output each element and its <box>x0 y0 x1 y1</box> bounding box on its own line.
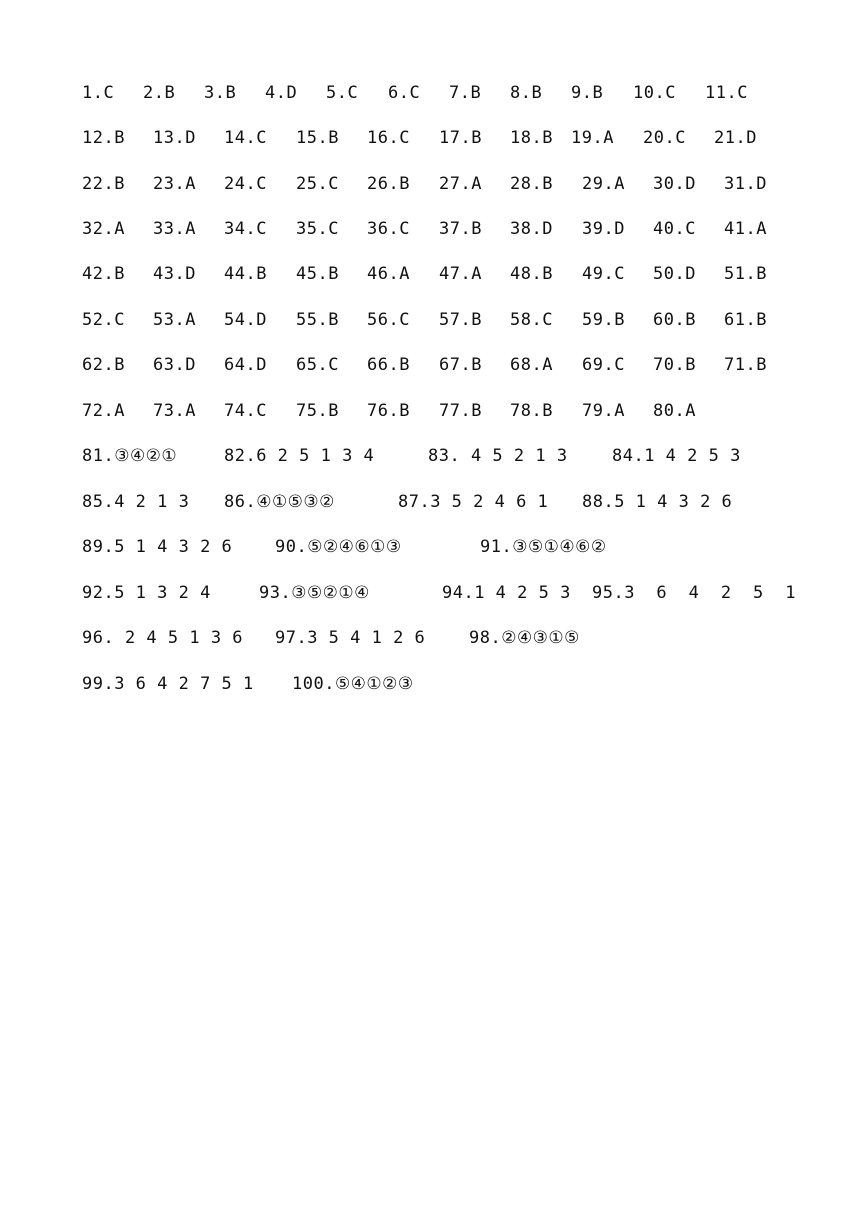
answer-item: 86.④①⑤③② <box>224 492 335 512</box>
answer-item: 63.D <box>153 355 196 375</box>
answer-item: 77.B <box>439 401 482 421</box>
answer-item: 61.B <box>724 310 767 330</box>
answer-item: 8.B <box>510 83 543 103</box>
answer-item: 25.C <box>296 174 339 194</box>
answer-item: 20.C <box>643 128 686 148</box>
answer-item: 62.B <box>82 355 125 375</box>
answer-item: 76.B <box>367 401 410 421</box>
answer-item: 27.A <box>439 174 482 194</box>
answer-item: 82.6 2 5 1 3 4 <box>224 446 375 466</box>
answer-item: 74.C <box>224 401 267 421</box>
answer-item: 78.B <box>510 401 553 421</box>
answer-item: 36.C <box>367 219 410 239</box>
answer-item: 38.D <box>510 219 553 239</box>
answer-item: 10.C <box>633 83 676 103</box>
answer-item: 60.B <box>653 310 696 330</box>
answer-item: 75.B <box>296 401 339 421</box>
answer-item: 19.A <box>571 128 614 148</box>
answer-item: 9.B <box>571 83 604 103</box>
answer-item: 26.B <box>367 174 410 194</box>
answer-row <box>0 623 868 653</box>
answer-item: 41.A <box>724 219 767 239</box>
answer-item: 72.A <box>82 401 125 421</box>
answer-item: 85.4 2 1 3 <box>82 492 190 512</box>
answer-item: 64.D <box>224 355 267 375</box>
answer-item: 12.B <box>82 128 125 148</box>
answer-item: 57.B <box>439 310 482 330</box>
answer-item: 71.B <box>724 355 767 375</box>
answer-item: 53.A <box>153 310 196 330</box>
answer-item: 32.A <box>82 219 125 239</box>
answer-item: 28.B <box>510 174 553 194</box>
answer-item: 73.A <box>153 401 196 421</box>
answer-item: 99.3 6 4 2 7 5 1 <box>82 674 254 694</box>
answer-item: 24.C <box>224 174 267 194</box>
answer-item: 1.C <box>82 83 115 103</box>
answer-item: 70.B <box>653 355 696 375</box>
answer-row <box>0 396 868 426</box>
answer-item: 40.C <box>653 219 696 239</box>
answer-item: 50.D <box>653 264 696 284</box>
answer-item: 7.B <box>449 83 482 103</box>
answer-item: 65.C <box>296 355 339 375</box>
answer-item: 3.B <box>204 83 237 103</box>
answer-item: 95.3 6 4 2 5 1 <box>592 583 796 603</box>
answer-item: 96. 2 4 5 1 3 6 <box>82 628 244 648</box>
answer-item: 17.B <box>439 128 482 148</box>
answer-item: 58.C <box>510 310 553 330</box>
answer-item: 69.C <box>582 355 625 375</box>
answer-item: 80.A <box>653 401 696 421</box>
answer-row <box>0 441 868 471</box>
answer-item: 83. 4 5 2 1 3 <box>428 446 568 466</box>
answer-row <box>0 123 868 153</box>
answer-item: 22.B <box>82 174 125 194</box>
answer-item: 23.A <box>153 174 196 194</box>
answer-row <box>0 78 868 108</box>
answer-item: 88.5 1 4 3 2 6 <box>582 492 733 512</box>
answer-item: 68.A <box>510 355 553 375</box>
answer-item: 59.B <box>582 310 625 330</box>
answer-item: 97.3 5 4 1 2 6 <box>275 628 426 648</box>
answer-row <box>0 532 868 562</box>
answer-item: 43.D <box>153 264 196 284</box>
answer-item: 100.⑤④①②③ <box>292 674 414 694</box>
answer-item: 13.D <box>153 128 196 148</box>
answer-item: 31.D <box>724 174 767 194</box>
answer-item: 14.C <box>224 128 267 148</box>
answer-item: 2.B <box>143 83 176 103</box>
answer-item: 30.D <box>653 174 696 194</box>
answer-item: 56.C <box>367 310 410 330</box>
answer-item: 11.C <box>705 83 748 103</box>
answer-item: 67.B <box>439 355 482 375</box>
answer-item: 37.B <box>439 219 482 239</box>
answer-item: 54.D <box>224 310 267 330</box>
answer-item: 46.A <box>367 264 410 284</box>
answer-item: 29.A <box>582 174 625 194</box>
answer-item: 16.C <box>367 128 410 148</box>
answer-item: 18.B <box>510 128 553 148</box>
answer-row <box>0 305 868 335</box>
answer-row <box>0 169 868 199</box>
answer-item: 87.3 5 2 4 6 1 <box>398 492 549 512</box>
answer-row <box>0 487 868 517</box>
answer-row <box>0 214 868 244</box>
answer-item: 92.5 1 3 2 4 <box>82 583 211 603</box>
answer-item: 5.C <box>326 83 359 103</box>
answer-row <box>0 259 868 289</box>
answer-item: 6.C <box>388 83 421 103</box>
answer-item: 55.B <box>296 310 339 330</box>
answer-item: 33.A <box>153 219 196 239</box>
answer-item: 39.D <box>582 219 625 239</box>
answer-item: 52.C <box>82 310 125 330</box>
answer-item: 42.B <box>82 264 125 284</box>
answer-item: 35.C <box>296 219 339 239</box>
answer-item: 98.②④③①⑤ <box>469 628 580 648</box>
answer-item: 15.B <box>296 128 339 148</box>
answer-item: 45.B <box>296 264 339 284</box>
answer-item: 91.③⑤①④⑥② <box>480 537 607 557</box>
answer-item: 44.B <box>224 264 267 284</box>
answer-item: 66.B <box>367 355 410 375</box>
answer-item: 49.C <box>582 264 625 284</box>
answer-item: 47.A <box>439 264 482 284</box>
answer-item: 48.B <box>510 264 553 284</box>
answer-item: 93.③⑤②①④ <box>259 583 370 603</box>
answer-item: 21.D <box>714 128 757 148</box>
answer-item: 34.C <box>224 219 267 239</box>
answer-item: 4.D <box>265 83 298 103</box>
answer-row <box>0 350 868 380</box>
answer-row <box>0 578 868 608</box>
answer-item: 51.B <box>724 264 767 284</box>
answer-item: 90.⑤②④⑥①③ <box>275 537 402 557</box>
answer-item: 94.1 4 2 5 3 <box>442 583 571 603</box>
answer-item: 81.③④②① <box>82 446 178 466</box>
answer-item: 89.5 1 4 3 2 6 <box>82 537 233 557</box>
answer-item: 84.1 4 2 5 3 <box>612 446 741 466</box>
answer-item: 79.A <box>582 401 625 421</box>
answer-row <box>0 669 868 699</box>
